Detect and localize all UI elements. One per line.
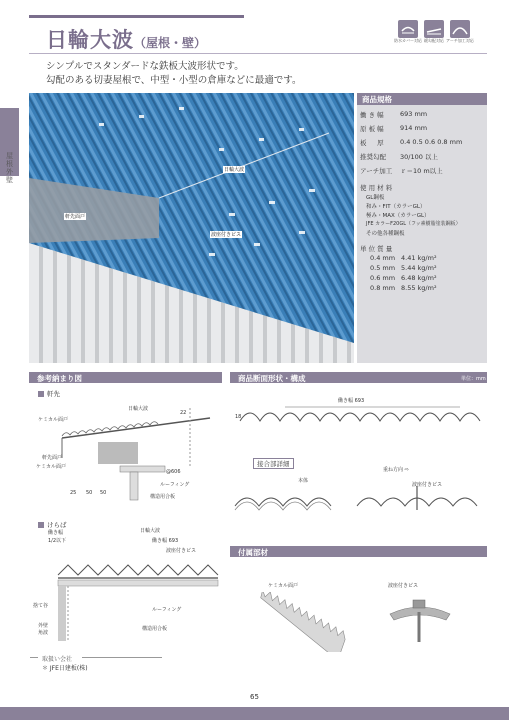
eaves-dim-25: 25	[70, 490, 77, 496]
eaves-diagram	[60, 398, 220, 503]
verge-label-board: 構造用合板	[142, 626, 168, 632]
weight-value: 8.55 kg/m²	[401, 284, 437, 292]
intro-line-1: シンプルでスタンダードな鉄板大波形状です。	[46, 61, 244, 72]
header-accent-bar	[29, 15, 244, 18]
joint-detail-right	[355, 484, 485, 520]
eaves-label-pitch: @606	[166, 469, 181, 475]
material-item: その他各種鋼板	[366, 231, 405, 237]
weight-value: 6.48 kg/m²	[401, 274, 437, 282]
eaves-label-cover: 軒先面戸	[42, 455, 63, 461]
profile-unit: 単位：mm	[461, 376, 486, 382]
arrow-right-icon: ⇨	[404, 467, 409, 473]
handling-title: 取扱い会社	[42, 656, 73, 663]
verge-label-width: 働き幅	[48, 530, 64, 536]
spec-row: 働 き 幅	[360, 111, 384, 119]
handling-company: ＊ JFE日建板(株)	[42, 665, 88, 672]
lap-direction-label: 重ね方向 ⇨	[383, 467, 409, 473]
accessory-label-screw: 波座付きビス	[388, 583, 419, 589]
roof-photo	[29, 93, 354, 363]
joint-screw-label: 波座付きビス	[412, 482, 443, 488]
side-tab-label: 屋根外壁	[6, 152, 13, 184]
bolt-cover-icon: 防水カバー対応	[394, 20, 422, 44]
photo-callout-screw: 波座付きビス	[211, 232, 242, 238]
eaves-dim-50a: 50	[86, 490, 93, 496]
eaves-label-board: 構造用合板	[150, 494, 176, 500]
verge-label-screw: 波座付きビス	[166, 548, 197, 554]
spec-value: 0.4 0.5 0.6 0.8 mm	[400, 138, 463, 146]
verge-label-half: 1/2以下	[48, 538, 67, 544]
page-number: 65	[250, 693, 259, 701]
verge-heading: けらば	[38, 520, 67, 529]
spec-value: ｒ＝10 m以上	[400, 167, 443, 175]
profile-cross-section	[235, 403, 485, 433]
profile-height-label: 18	[235, 414, 242, 420]
verge-label-angle: 角波	[38, 630, 49, 636]
spec-panel	[357, 93, 487, 363]
spec-row: 原 板 幅	[360, 125, 384, 133]
weight-value: 4.41 kg/m²	[401, 254, 437, 262]
joint-heading: 接合部詳細	[253, 458, 294, 469]
page-subtitle: （屋根・壁）	[134, 36, 207, 50]
photo-callout-eaves-cover: 軒先面戸	[65, 214, 86, 220]
photo-callout-product: 日輪大波	[224, 167, 245, 173]
footer-bar	[0, 707, 509, 720]
page-title: 日輪大波（屋根・壁）	[46, 28, 207, 52]
eaves-label-roofing: ルーフィング	[160, 482, 190, 488]
accessory-label-kemikaru: ケミカル面戸	[268, 583, 299, 589]
section-profile: 商品断面形状・構成	[230, 372, 487, 383]
profile-width-label: 働き幅 693	[338, 398, 365, 404]
spec-heading: 商品規格	[357, 93, 487, 105]
intro-text	[46, 60, 302, 88]
screw-image	[380, 590, 460, 650]
joint-body-label: 本体	[298, 478, 309, 484]
header-divider	[29, 53, 487, 54]
spec-row: 推奨勾配	[360, 153, 386, 161]
section-ref: 参考納まり図	[29, 372, 222, 383]
weight-thickness: 0.4 mm	[370, 254, 396, 262]
material-title: 使 用 材 料	[360, 184, 393, 192]
weight-value: 5.44 kg/m²	[401, 264, 437, 272]
material-item: 和み・FIT（カラーGL）	[366, 204, 426, 210]
eaves-label-product: 日輪大波	[128, 406, 149, 412]
weight-thickness: 0.6 mm	[370, 274, 396, 282]
eaves-dim-50b: 50	[100, 490, 107, 496]
weight-thickness: 0.5 mm	[370, 264, 396, 272]
handling-divider-right	[82, 657, 162, 658]
eaves-label-kemikaru2: ケミカル面戸	[36, 464, 67, 470]
eaves-heading: 軒先	[38, 389, 60, 398]
verge-label-gutter: 捨て谷	[33, 603, 49, 609]
verge-label-product: 日輪大波	[140, 528, 161, 534]
material-item: GL鋼板	[366, 195, 385, 201]
weight-thickness: 0.8 mm	[370, 284, 396, 292]
spec-value: 914 mm	[400, 124, 428, 132]
spec-row: 板 厚	[360, 139, 384, 147]
spec-value: 30/100 以上	[400, 153, 438, 161]
material-item: JFE カラーF20GL（フッ素樹脂塗装鋼板）	[366, 221, 461, 227]
verge-label-outer: 外壁	[38, 623, 49, 629]
roof-slope-icon: 緩勾配対応	[420, 20, 448, 44]
intro-line-2: 勾配のある切妻屋根で、中型・小型の倉庫などに最適です。	[46, 75, 302, 86]
joint-detail-left	[233, 484, 343, 520]
eaves-label-kemikaru: ケミカル面戸	[38, 417, 69, 423]
eaves-label-dim: 22	[180, 410, 187, 416]
verge-diagram	[48, 540, 223, 645]
spec-row: アーチ加工	[360, 167, 393, 175]
verge-label-working: 働き幅 693	[152, 538, 179, 544]
handling-divider-left	[30, 657, 38, 658]
material-item: 極み・MAX（カラーGL）	[366, 213, 430, 219]
section-accessories: 付属部材	[230, 546, 487, 557]
spec-value: 693 mm	[400, 110, 428, 118]
weight-title: 単 位 質 量	[360, 245, 393, 253]
arch-icon: アーチ加工対応	[446, 20, 474, 44]
kemikaru-image	[250, 592, 370, 652]
verge-label-roofing: ルーフィング	[152, 607, 182, 613]
